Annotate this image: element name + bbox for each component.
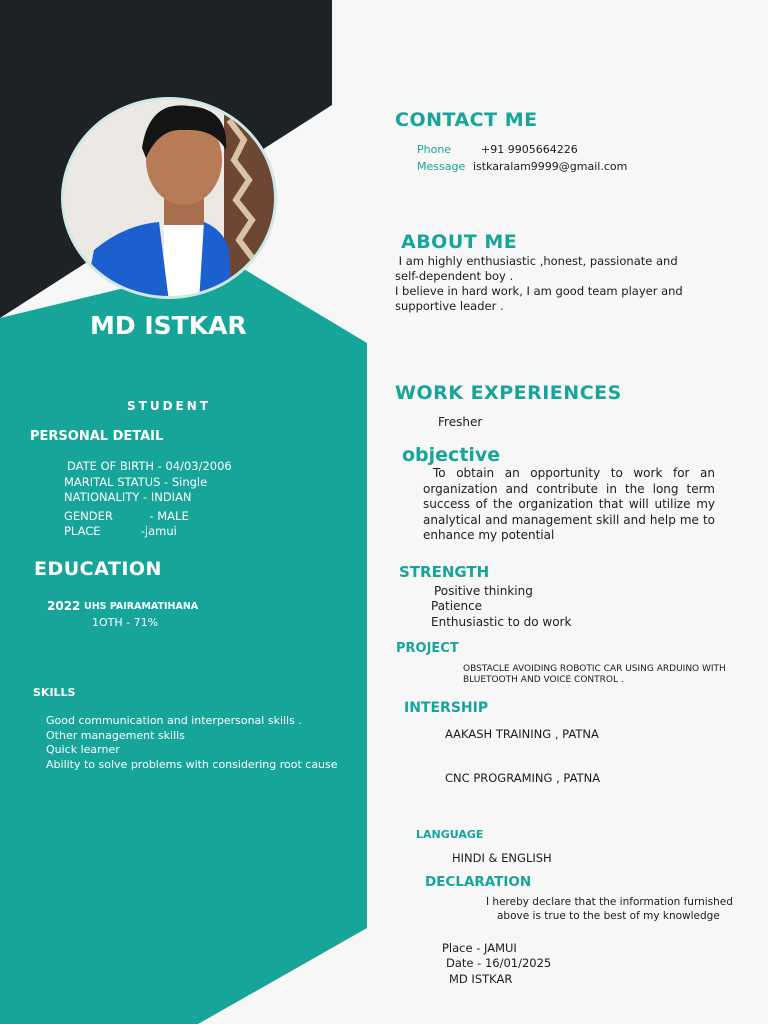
- project-line: OBSTACLE AVOIDING ROBOTIC CAR USING ARDUINO WITH: [463, 664, 726, 674]
- about-line: self-dependent boy .: [395, 269, 514, 283]
- strength-item: Patience: [431, 599, 483, 613]
- strength-item: Enthusiastic to do work: [431, 615, 572, 629]
- skills-heading: SKILLS: [33, 686, 76, 699]
- personal-marital-status: MARITAL STATUS - Single: [64, 475, 208, 489]
- about-line: I believe in hard work, I am good team player and: [395, 284, 683, 298]
- personal-dob: DATE OF BIRTH - 04/03/2006: [67, 459, 232, 473]
- project-heading: PROJECT: [396, 641, 459, 656]
- teal-panel-shape: [0, 262, 367, 1024]
- objective-heading: objective: [402, 444, 501, 466]
- message-label: Message: [417, 160, 466, 173]
- candidate-role: STUDENT: [127, 399, 211, 413]
- internship-heading: INTERSHIP: [404, 700, 489, 716]
- about-line: I am highly enthusiastic ,honest, passionate and: [395, 254, 678, 268]
- phone-label: Phone: [417, 143, 452, 156]
- work-heading: WORK EXPERIENCES: [395, 382, 622, 404]
- work-value: Fresher: [438, 415, 483, 429]
- objective-text: To obtain an opportunity to work for an organization and contribute in the long term success of the organization that will utilize my analytical and management skill and help me to enhance my potential: [423, 466, 715, 542]
- message-value: istkaralam9999@gmail.com: [473, 160, 628, 173]
- internship-item: CNC PROGRAMING , PATNA: [445, 771, 601, 785]
- education-grade: 1OTH - 71%: [92, 616, 159, 629]
- personal-detail-heading: PERSONAL DETAIL: [30, 429, 164, 444]
- declaration-line: I hereby declare that the information furnished: [486, 896, 733, 908]
- candidate-name: MD ISTKAR: [90, 311, 247, 340]
- personal-gender: GENDER - MALE: [64, 509, 189, 523]
- personal-place: PLACE -jamui: [64, 524, 177, 538]
- skill-item: Ability to solve problems with considering root cause: [46, 758, 338, 771]
- language-value: HINDI & ENGLISH: [452, 851, 552, 865]
- strength-heading: STRENGTH: [399, 563, 490, 581]
- skill-item: Other management skills: [46, 729, 185, 742]
- education-school: UHS PAIRAMATIHANA: [84, 601, 199, 612]
- declaration-heading: DECLARATION: [425, 874, 532, 890]
- declaration-date: Date - 16/01/2025: [446, 956, 552, 970]
- declaration-line: above is true to the best of my knowledge: [497, 910, 720, 922]
- skill-item: Good communication and interpersonal skills .: [46, 714, 302, 727]
- strength-item: Positive thinking: [434, 584, 533, 598]
- personal-nationality: NATIONALITY - INDIAN: [64, 490, 192, 504]
- phone-value: +91 9905664226: [481, 143, 578, 156]
- project-line: BLUETOOTH AND VOICE CONTROL .: [463, 675, 624, 685]
- internship-item: AAKASH TRAINING , PATNA: [445, 727, 599, 741]
- language-heading: LANGUAGE: [416, 828, 484, 841]
- skill-item: Quick learner: [46, 743, 120, 756]
- about-heading: ABOUT ME: [401, 231, 518, 253]
- declaration-place: Place - JAMUI: [442, 941, 517, 955]
- declaration-signature: MD ISTKAR: [449, 972, 513, 986]
- education-heading: EDUCATION: [34, 558, 162, 580]
- about-line: supportive leader .: [395, 299, 504, 313]
- education-year: 2022: [47, 599, 81, 613]
- profile-photo: [61, 97, 277, 299]
- contact-heading: CONTACT ME: [395, 109, 538, 131]
